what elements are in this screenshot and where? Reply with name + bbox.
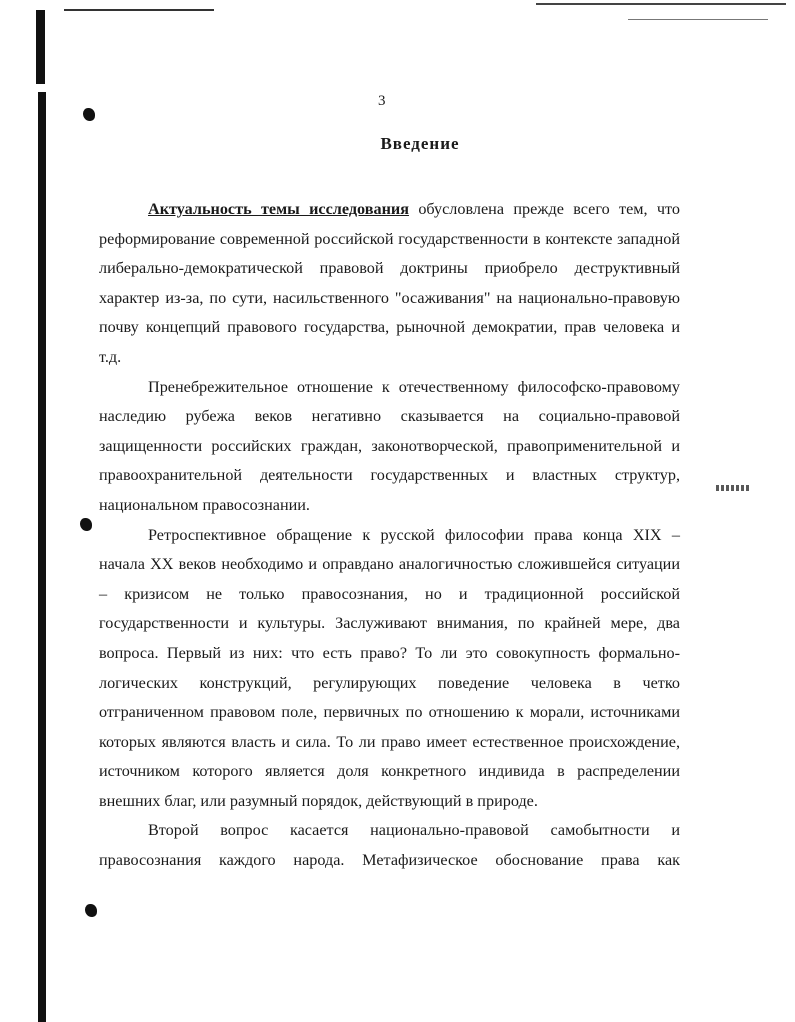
paragraph (99, 816, 680, 875)
punch-hole-mark (80, 518, 92, 531)
punch-hole-mark (85, 904, 97, 917)
paragraph-lead: Актуальность темы исследования (148, 200, 409, 218)
paragraph-text: Пренебрежительное отношение к отечественному философско-правовому наследию рубежа веков негативно сказывается на социально-правовой защищенности российских граждан, законотворческой, правоприменительной и правоохранительной деятельности государственных и властных структур, национальном правосознании. (99, 377, 680, 514)
paragraph (99, 373, 680, 521)
body-text (99, 195, 680, 876)
paragraph (99, 195, 680, 373)
section-heading: Введение (380, 134, 460, 153)
page-number: 3 (378, 93, 386, 109)
scan-artifact-line (628, 19, 768, 20)
scan-artifact-line (64, 9, 214, 11)
scan-edge-shadow (36, 10, 45, 84)
scan-artifact-line (536, 3, 786, 5)
paragraph-text: Второй вопрос касается национально-правовой самобытности и правосознания каждого народа. Метафизическое обоснование права как (99, 821, 680, 870)
paragraph-text: обусловлена прежде всего тем, что реформирование современной российской государственности в контексте западной либерально-демократической правовой доктрины приобрело деструктивный характер из-за, по сути, насильственного "осаживания" на национально-правовую почву концепций правового государства, рыночной демократии, прав человека и т.д. (99, 200, 680, 366)
punch-hole-mark (83, 108, 95, 121)
paragraph (99, 521, 680, 817)
scan-smudge (716, 485, 750, 491)
paragraph-text: Ретроспективное обращение к русской философии права конца XIX – начала XX веков необходимо и оправдано аналогичностью сложившейся ситуации – кризисом не только правосознания, но и традиционной российской государственности и культуры. Заслуживают внимания, по крайней мере, два вопроса. Первый из них: что есть право? То ли это совокупность формально-логических конструкций, регулирующих поведение человека в четко отграниченном правовом поле, первичных по отношению к морали, источниками которых являются власть и сила. То ли право имеет естественное происхождение, источником которого является доля конкретного индивида в распределении внешних благ, или разумный порядок, действующий в природе. (99, 525, 680, 810)
scan-binding-edge (38, 92, 46, 1022)
